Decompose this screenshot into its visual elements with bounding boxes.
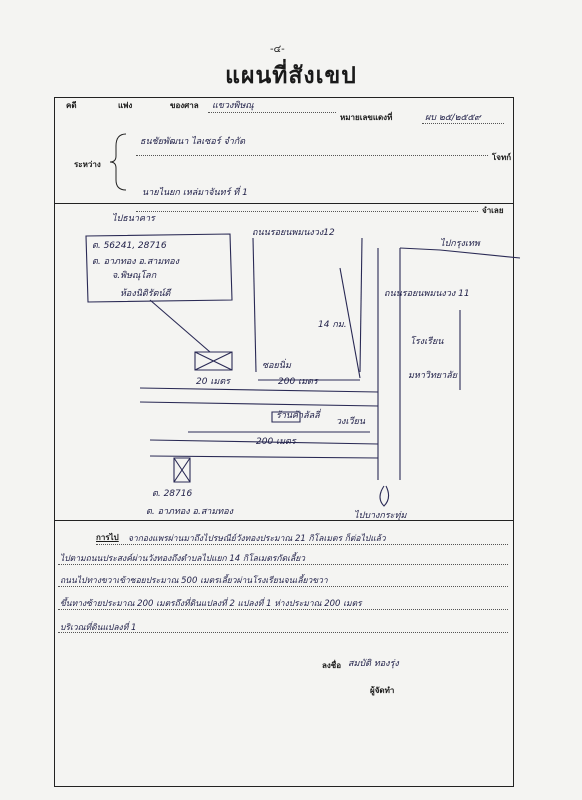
school-note: มหาวิทยาลัย <box>408 371 458 381</box>
directions-dots-3 <box>58 586 508 587</box>
cross-road-mid <box>140 402 378 406</box>
cross-road-top <box>140 388 378 392</box>
directions-dots-2 <box>58 564 508 565</box>
house-box-cross <box>195 352 232 370</box>
width-label: 20 เมตร <box>196 377 231 387</box>
directions-label: การไป <box>96 533 119 542</box>
of-court-label: ของศาล <box>170 101 199 110</box>
directions-dots-4 <box>58 609 508 610</box>
directions-dots-5 <box>58 632 508 633</box>
directions-line-5: บริเวณที่ดินแปลงที่ 1 <box>60 623 137 633</box>
page-title: แผนที่สังเขป <box>225 63 357 89</box>
lower-land-cross <box>174 458 190 482</box>
case-label: คดี <box>66 101 77 110</box>
case-number-label: หมายเลขแดงที่ <box>340 113 393 122</box>
directions-line-3: ถนนไปทางขวาเข้าซอยประมาณ 500 เมตรเลี้ยวผ่านโรงเรียนจนเลี้ยวขวา <box>60 576 328 586</box>
distance-mid: 14 กม. <box>318 320 347 330</box>
page-number: -๔- <box>270 44 285 55</box>
defendant-name: นายไนยก เหล่มาจันทร์ ที่ 1 <box>142 188 248 198</box>
upper-road-left <box>253 238 256 372</box>
small-shop-label: ร้านค้าลัลลี่ <box>276 411 320 421</box>
directions-dots-1 <box>96 544 508 545</box>
directions-line-4: ขึ้นทางซ้ายประมาณ 200 เมตรถึงที่ดินแปลงที่ 2 แปลงที่ 1 ห่างประมาณ 200 เมตร <box>60 599 362 609</box>
land-box-line-1: ต. 56241, 28716 <box>92 241 167 251</box>
bottom-right-place: ไปบางกระทุ่ม <box>354 511 407 521</box>
school-label: โรงเรียน <box>410 337 444 347</box>
bottom-arrow <box>380 486 389 506</box>
directions-line-2: ไปตามถนนประสงค์ผ่านวังทองถึงตำบลไปแยก 14 กิโลเมตรกัดเลี้ยว <box>60 554 305 564</box>
defendant-role: จำเลย <box>482 206 504 215</box>
lower-land-label: ต. 28716 <box>152 489 193 499</box>
court-type-label: แพ่ง <box>118 101 133 110</box>
road-top-label: ถนนรอยนพมนงวง12 <box>252 228 335 238</box>
narrow-road-label: ซอยนิ่ม <box>262 361 291 371</box>
plaintiff-name: ธนชัยพัฒนา ไลเซอร์ จำกัด <box>140 137 246 147</box>
top-right-place: ไปกรุงเทพ <box>440 239 480 249</box>
land-box-line-4: ห้องนิติรัตน์ดี <box>120 289 171 299</box>
land-box-line-2: ต. อาภทอง อ.สามทอง <box>92 257 180 267</box>
top-left-place: ไปธนาคาร <box>112 214 155 224</box>
court-name: แขวงพิษณุ <box>212 101 254 111</box>
signer-name: สมบัติ ทองรุ่ง <box>348 659 399 669</box>
directions-line-1: จากองแพรผ่านมาถึงไปรษณีย์วังทองประมาณ 21 กิโลเมตร ก็ต่อไปแล้ว <box>128 534 386 544</box>
lower-land-address: ต. อาภทอง อ.สามทอง <box>146 507 234 517</box>
sign-label: ลงชื่อ <box>322 661 342 670</box>
arrow-to-house <box>150 300 210 352</box>
plaintiff-role: โจทก์ <box>492 153 512 162</box>
between-label: ระหว่าง <box>74 160 101 169</box>
distance-1: 200 เมตร <box>278 377 318 387</box>
side-label: วงเวียน <box>336 417 366 427</box>
maker-label: ผู้จัดทำ <box>370 686 395 695</box>
upper-road-right <box>360 238 362 372</box>
land-box-line-3: จ.พิษณุโลก <box>112 271 157 281</box>
case-number: ผบ ๒๕/๒๕๕๙ <box>425 113 481 123</box>
road-right-label: ถนนรอยนพมนงวง 11 <box>384 289 470 299</box>
distance-2: 200 เมตร <box>256 437 296 447</box>
